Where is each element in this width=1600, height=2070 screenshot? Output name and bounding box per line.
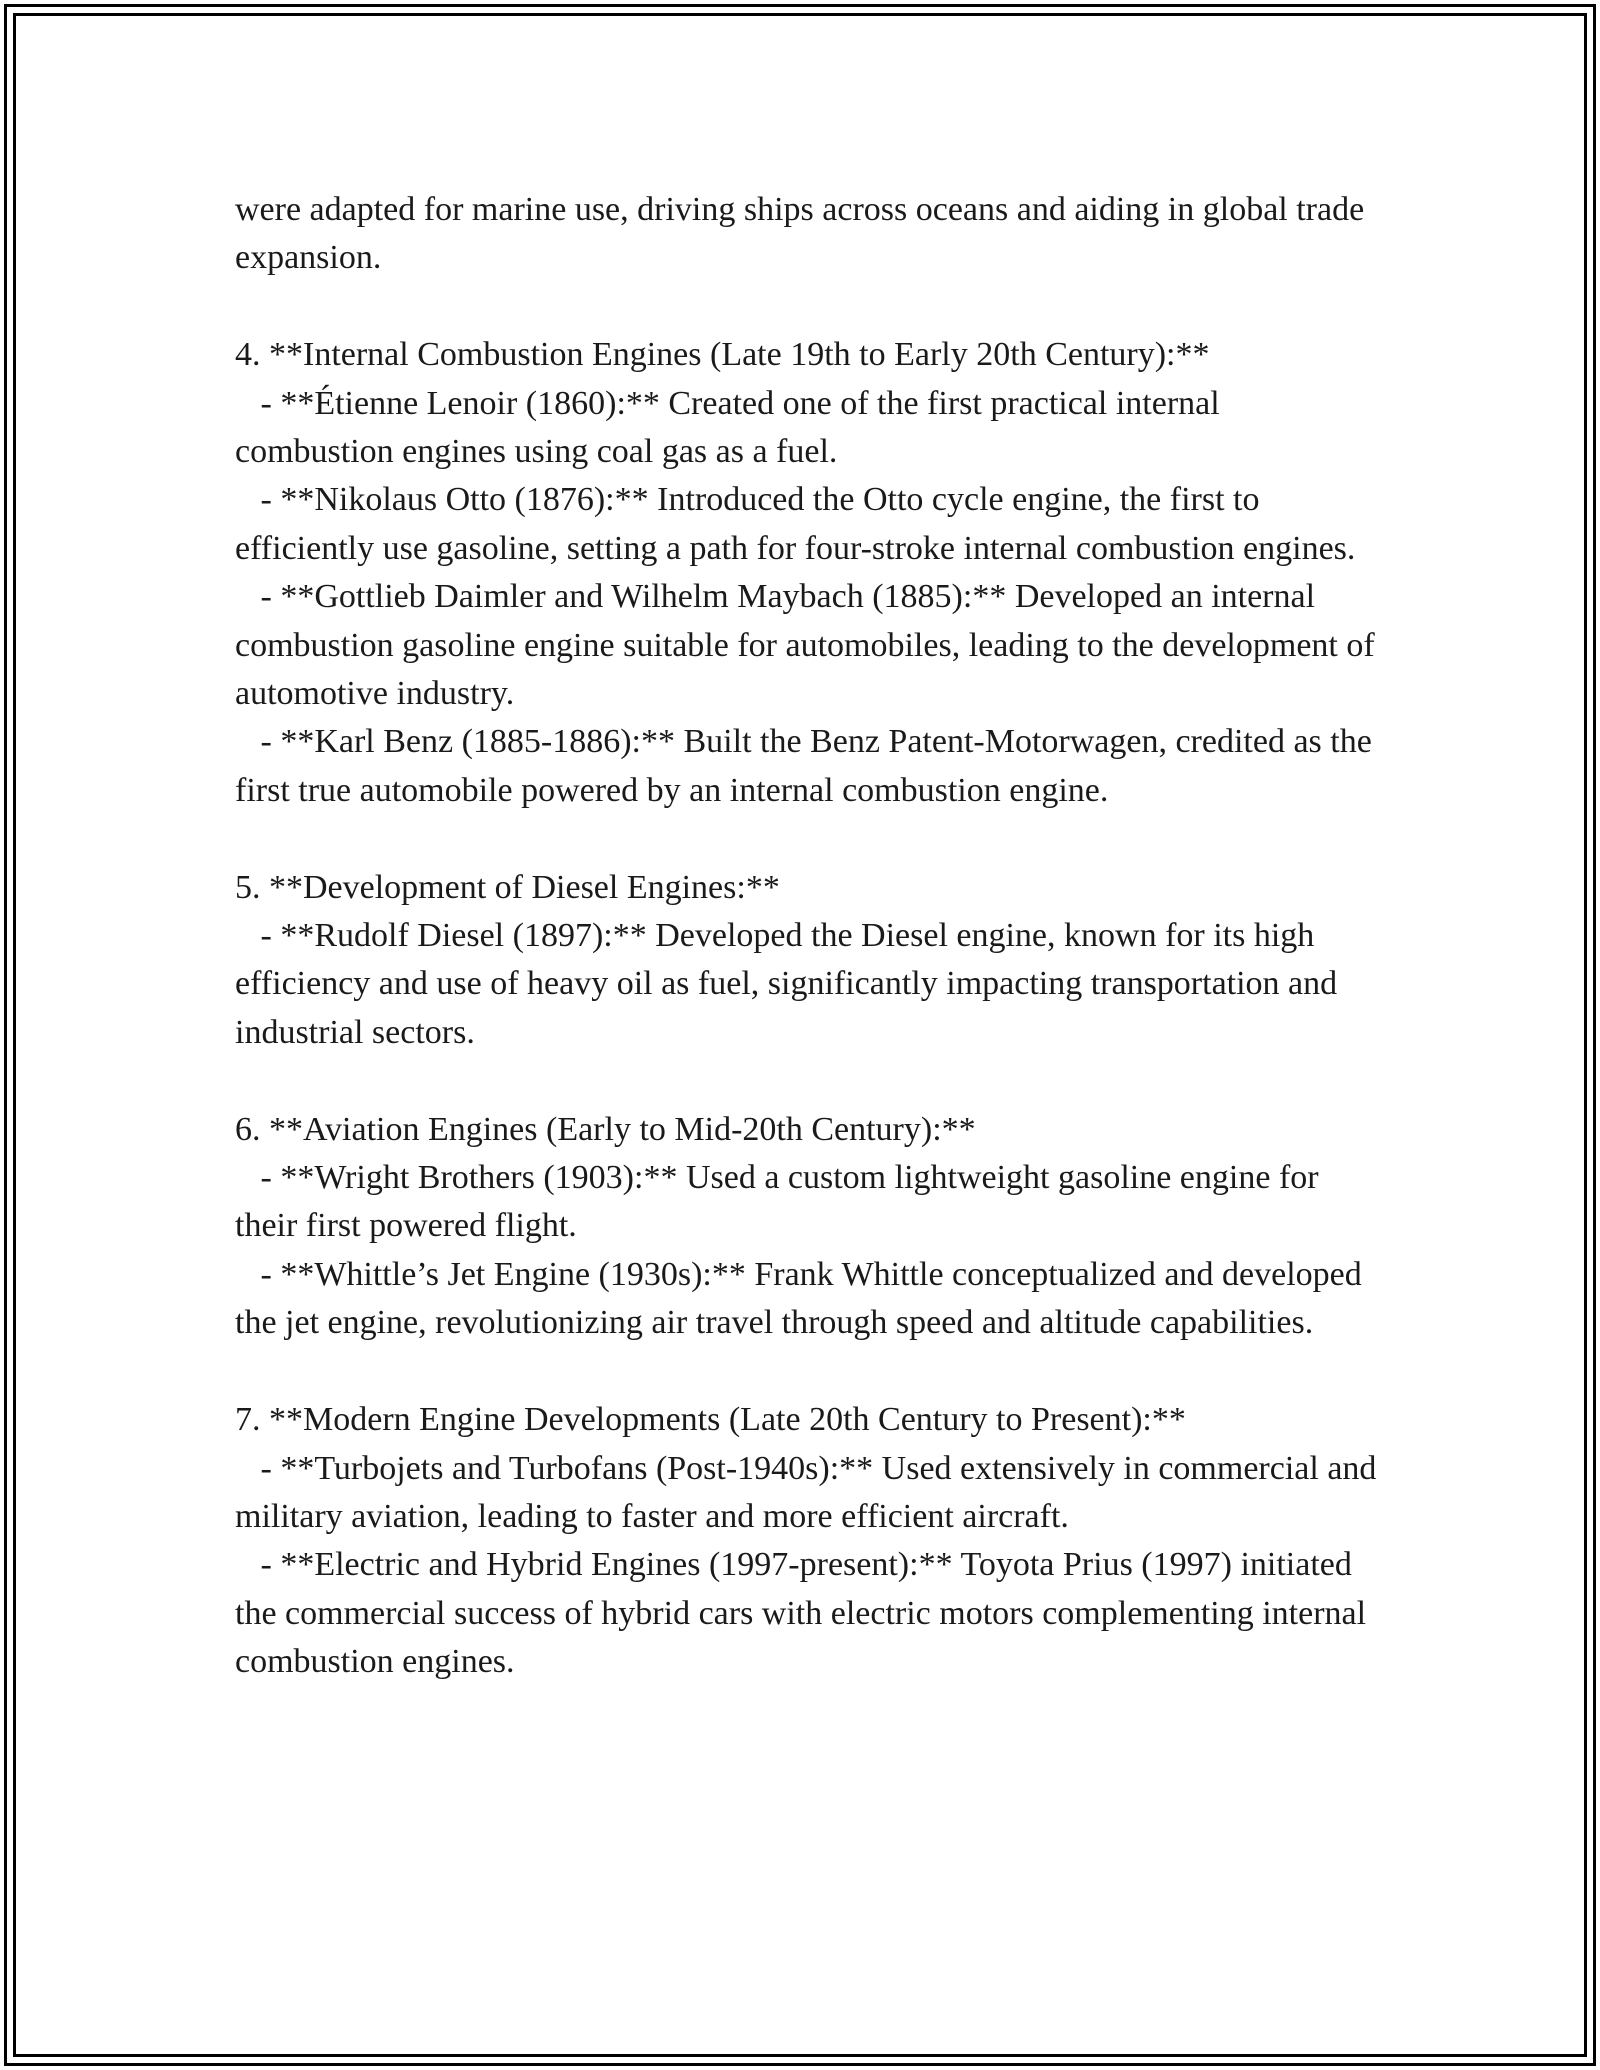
list-item: - **Étienne Lenoir (1860):** Created one of the first practical internal combustion engines using coal gas as a fuel.	[235, 384, 1229, 471]
section-heading: 7. **Modern Engine Developments (Late 20th Century to Present):**	[235, 1401, 1186, 1439]
paragraph-spacer	[235, 1348, 1385, 1396]
paragraph-spacer	[235, 283, 1385, 331]
list-item: - **Nikolaus Otto (1876):** Introduced the Otto cycle engine, the first to efficiently use gasoline, setting a path for four-stroke internal combustion engines.	[235, 481, 1356, 567]
list-item: - **Karl Benz (1885-1886):** Built the Benz Patent-Motorwagen, credited as the first true automobile powered by an internal combustion engine.	[235, 723, 1381, 809]
list-item: - **Wright Brothers (1903):** Used a custom lightweight gasoline engine for their first powered flight.	[235, 1159, 1328, 1245]
document-body	[235, 186, 1385, 1687]
list-item: - **Turbojets and Turbofans (Post-1940s):** Used extensively in commercial and military aviation, leading to faster and more efficient aircraft.	[235, 1449, 1385, 1535]
list-item: - **Whittle’s Jet Engine (1930s):** Frank Whittle conceptualized and developed the jet engine, revolutionizing air travel through speed and altitude capabilities.	[235, 1255, 1371, 1342]
body-paragraph: were adapted for marine use, driving ships across oceans and aiding in global trade expansion.	[235, 191, 1373, 277]
list-item: - **Gottlieb Daimler and Wilhelm Maybach (1885):** Developed an internal combustion gasoline engine suitable for automobiles, leading to the development of automotive industry.	[235, 578, 1384, 713]
list-item: - **Electric and Hybrid Engines (1997-present):** Toyota Prius (1997) initiated the commercial success of hybrid cars with electric motors complementing internal combustion engines.	[235, 1546, 1375, 1681]
section-heading: 5. **Development of Diesel Engines:**	[235, 868, 780, 906]
section-heading: 4. **Internal Combustion Engines (Late 19th to Early 20th Century):**	[235, 336, 1210, 374]
section-heading: 6. **Aviation Engines (Early to Mid-20th Century):**	[235, 1110, 976, 1148]
paragraph-spacer	[235, 815, 1385, 863]
paragraph-spacer	[235, 1057, 1385, 1105]
list-item: - **Rudolf Diesel (1897):** Developed the Diesel engine, known for its high efficiency and use of heavy oil as fuel, significantly impacting transportation and industrial sectors.	[235, 917, 1346, 1051]
